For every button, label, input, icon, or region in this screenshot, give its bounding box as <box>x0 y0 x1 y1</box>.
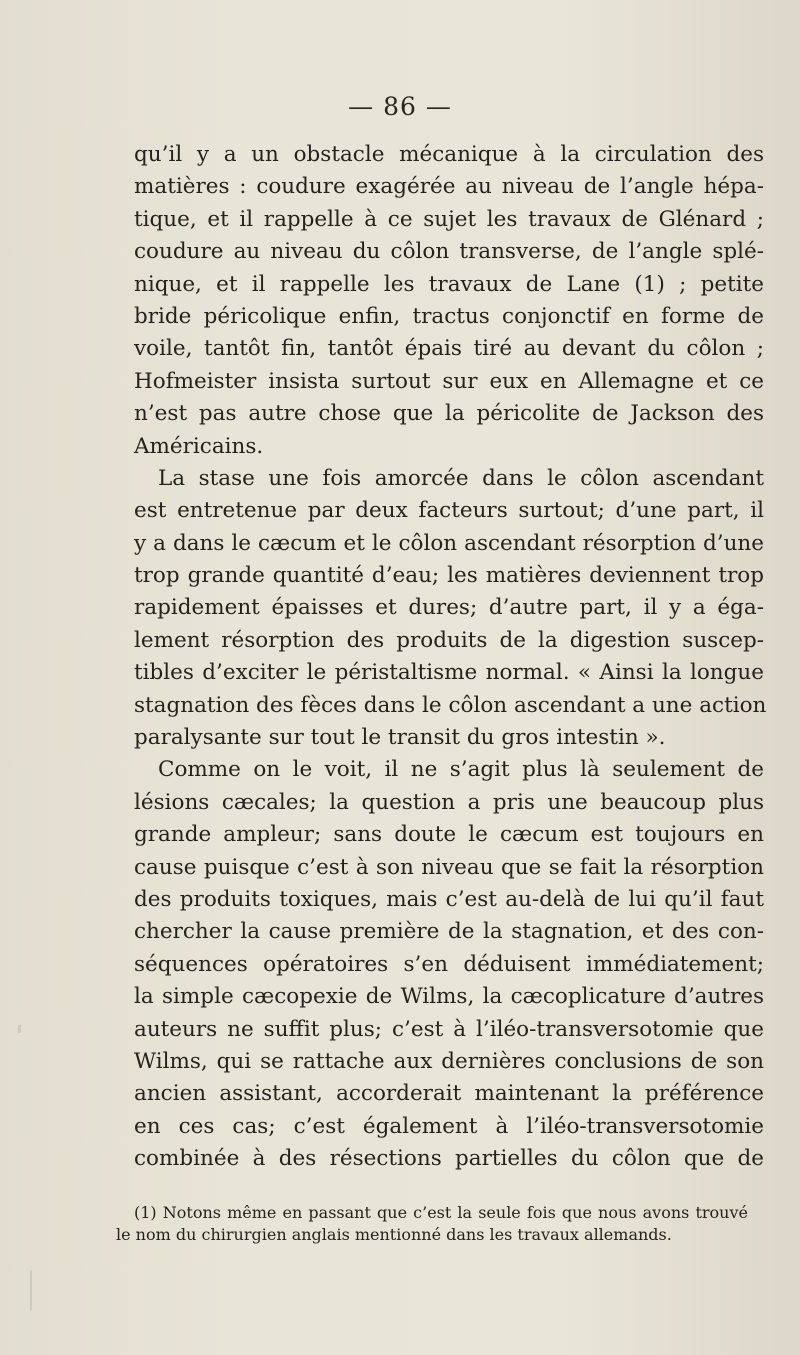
text-line: Américains. <box>134 433 264 459</box>
text-line: Hofmeister insista surtout sur eux en Allemagne et ce <box>134 368 764 394</box>
text-line: Comme on le voit, il ne s’agit plus là seulement de <box>158 757 764 783</box>
text-line: trop grande quantité d’eau; les matières deviennent trop <box>134 563 764 589</box>
text-line: y a dans le cæcum et le côlon ascendant résorption d’une <box>134 530 764 556</box>
text-line: rapidement épaisses et dures; d’autre part, il y a éga- <box>134 595 764 621</box>
text-line: nique, et il rappelle les travaux de Lane (1) ; petite <box>134 271 764 297</box>
text-line: La stase une fois amorcée dans le côlon ascendant <box>158 465 764 491</box>
text-line: tique, et il rappelle à ce sujet les travaux de Glénard ; <box>134 206 764 232</box>
text-line: la simple cæcopexie de Wilms, la cæcoplicature d’autres <box>134 984 764 1010</box>
text-line: auteurs ne suffit plus; c’est à l’iléo-transversotomie que <box>134 1016 764 1042</box>
text-line: ancien assistant, accorderait maintenant la préférence <box>134 1081 764 1107</box>
text-line: lement résorption des produits de la digestion suscep- <box>134 627 764 653</box>
text-line: des produits toxiques, mais c’est au-delà de lui qu’il faut <box>134 886 764 912</box>
body-text <box>134 139 767 1176</box>
text-line: séquences opératoires s’en déduisent immédiatement; <box>134 951 764 977</box>
text-line: grande ampleur; sans doute le cæcum est toujours en <box>134 822 764 848</box>
text-line: matières : coudure exagérée au niveau de l’angle hépa- <box>134 174 764 200</box>
footnote-line: (1) Notons même en passant que c’est la seule fois que nous avons trouvé <box>134 1203 748 1222</box>
paper-mark <box>18 1025 21 1033</box>
text-line: lésions cæcales; la question a pris une beaucoup plus <box>134 789 764 815</box>
text-line: Wilms, qui se rattache aux dernières conclusions de son <box>134 1048 764 1074</box>
text-line: voile, tantôt fin, tantôt épais tiré au devant du côlon ; <box>134 336 764 362</box>
text-line: cause puisque c’est à son niveau que se fait la résorption <box>134 854 764 880</box>
text-line: combinée à des résections partielles du côlon que de <box>134 1146 764 1172</box>
text-line: stagnation des fèces dans le côlon ascendant a une action <box>134 692 767 718</box>
text-line: paralysante sur tout le transit du gros intestin ». <box>134 725 666 751</box>
text-line: tibles d’exciter le péristaltisme normal. « Ainsi la longue <box>134 660 764 686</box>
text-line: coudure au niveau du côlon transverse, de l’angle splé- <box>134 239 764 265</box>
footnote <box>116 1202 748 1246</box>
text-line: n’est pas autre chose que la péricolite de Jackson des <box>134 401 764 427</box>
text-line: bride péricolique enfin, tractus conjonctif en forme de <box>134 303 764 329</box>
text-line: en ces cas; c’est également à l’iléo-transversotomie <box>134 1113 764 1139</box>
text-line: chercher la cause première de la stagnation, et des con- <box>134 919 764 945</box>
paper-mark <box>30 1270 32 1310</box>
footnote-line: le nom du chirurgien anglais mentionné dans les travaux allemands. <box>116 1225 672 1244</box>
text-line: qu’il y a un obstacle mécanique à la circulation des <box>134 142 764 167</box>
page-number: — 86 — <box>348 92 452 121</box>
text-line: est entretenue par deux facteurs surtout; d’une part, il <box>134 498 764 524</box>
